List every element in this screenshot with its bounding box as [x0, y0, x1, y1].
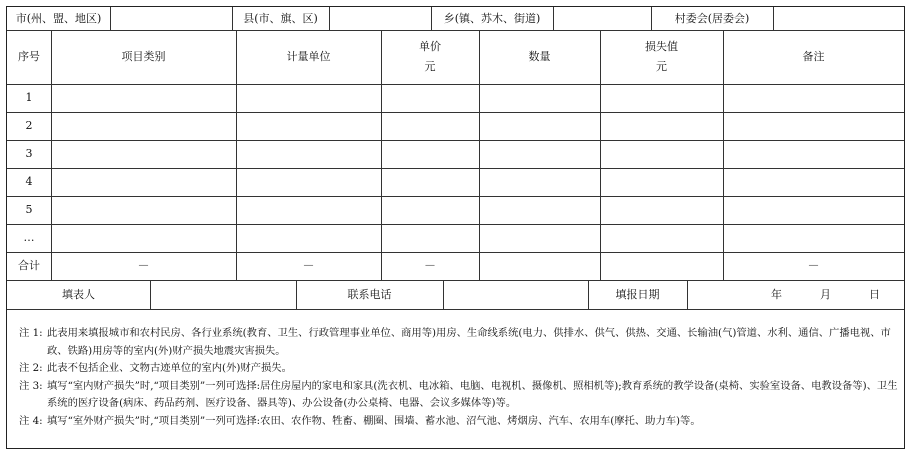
grid-line	[7, 309, 904, 310]
row-number: 3	[25, 147, 33, 160]
col-header-quantity: 数量	[528, 50, 551, 63]
col-header-remark: 备注	[802, 50, 825, 63]
total-label: 合计	[18, 259, 40, 272]
note-text: 填写“室内财产损失”时,“项目类别”一列可选择:居住房屋内的家电和家具(洗衣机、电冰箱、电脑、电视机、摄像机、照相机等);教育系统的教学设备(桌椅、实验室设备、电教设备等)、卫生系统的医疗设备(病床、药品药剂、医疗设备、器具等)、办公设备(办公桌椅、电器、会议多媒体等)等。	[47, 379, 898, 409]
note-item	[19, 378, 899, 413]
county-label: 县(市、旗、区)	[243, 11, 318, 25]
note-text: 此表用来填报城市和农村民房、各行业系统(教育、卫生、行政管理事业单位、商用等)用房、生命线系统(电力、供排水、供气、供热、交通、长输油(气)管道、水利、通信、广播电视、市政、铁路)用房等的室内(外)财产损失地震灾害损失。	[47, 327, 891, 357]
notes-section	[19, 325, 899, 430]
row-number: 1	[25, 91, 33, 104]
total-category-dash: —	[138, 260, 149, 271]
note-text: 此表不包括企业、文物古迹单位的室内(外)财产损失。	[47, 362, 292, 374]
col-header-unit: 计量单位	[286, 50, 331, 63]
grid-line	[7, 168, 904, 169]
phone-input[interactable]	[443, 280, 588, 309]
col-header-price-unit: 元	[424, 60, 436, 73]
row-number: 5	[25, 203, 33, 216]
note-label: 注 1:	[19, 327, 43, 339]
note-label: 注 2:	[19, 362, 43, 374]
town-input[interactable]	[553, 7, 651, 30]
total-unit-dash: —	[303, 260, 314, 271]
col-header-loss-unit: 元	[656, 60, 667, 73]
county-input[interactable]	[329, 7, 431, 30]
village-input[interactable]	[773, 7, 904, 30]
row-number: 2	[25, 119, 33, 132]
date-label: 填报日期	[615, 287, 660, 301]
row-number: 4	[25, 175, 33, 188]
date-month: 月	[820, 287, 831, 301]
grid-line	[7, 196, 904, 197]
property-loss-form	[6, 6, 905, 449]
date-field[interactable]	[687, 280, 904, 309]
city-input[interactable]	[110, 7, 232, 30]
col-header-loss-label: 损失值	[645, 40, 678, 53]
phone-label: 联系电话	[347, 287, 392, 301]
note-label: 注 3:	[19, 379, 43, 392]
note-item	[19, 360, 899, 378]
row-number: …	[23, 231, 35, 244]
town-label: 乡(镇、苏木、街道)	[443, 11, 541, 25]
village-label: 村委会(居委会)	[674, 11, 750, 25]
filler-label: 填表人	[62, 287, 95, 301]
note-text: 填写“室外财产损失”时,“项目类别”一列可选择:农田、农作物、牲畜、棚圈、围墙、蓄水池、沼气池、烤烟房、汽车、农用车(摩托、助力车)等。	[47, 414, 701, 427]
col-header-loss	[600, 30, 723, 84]
date-year: 年	[771, 287, 782, 301]
grid-line	[7, 84, 904, 85]
col-header-price-label: 单价	[419, 40, 441, 53]
grid-line	[7, 140, 904, 141]
city-label: 市(州、盟、地区)	[15, 11, 102, 25]
col-header-seq: 序号	[18, 50, 40, 63]
note-item	[19, 413, 899, 431]
total-price-dash: —	[425, 260, 435, 271]
grid-line	[7, 224, 904, 225]
date-day: 日	[869, 287, 880, 301]
filler-input[interactable]	[150, 280, 296, 309]
col-header-category: 项目类别	[121, 50, 166, 63]
col-header-price	[381, 30, 479, 84]
total-remark-dash: —	[808, 260, 819, 271]
note-label: 注 4:	[19, 414, 43, 427]
note-item	[19, 325, 899, 360]
grid-line	[7, 112, 904, 113]
